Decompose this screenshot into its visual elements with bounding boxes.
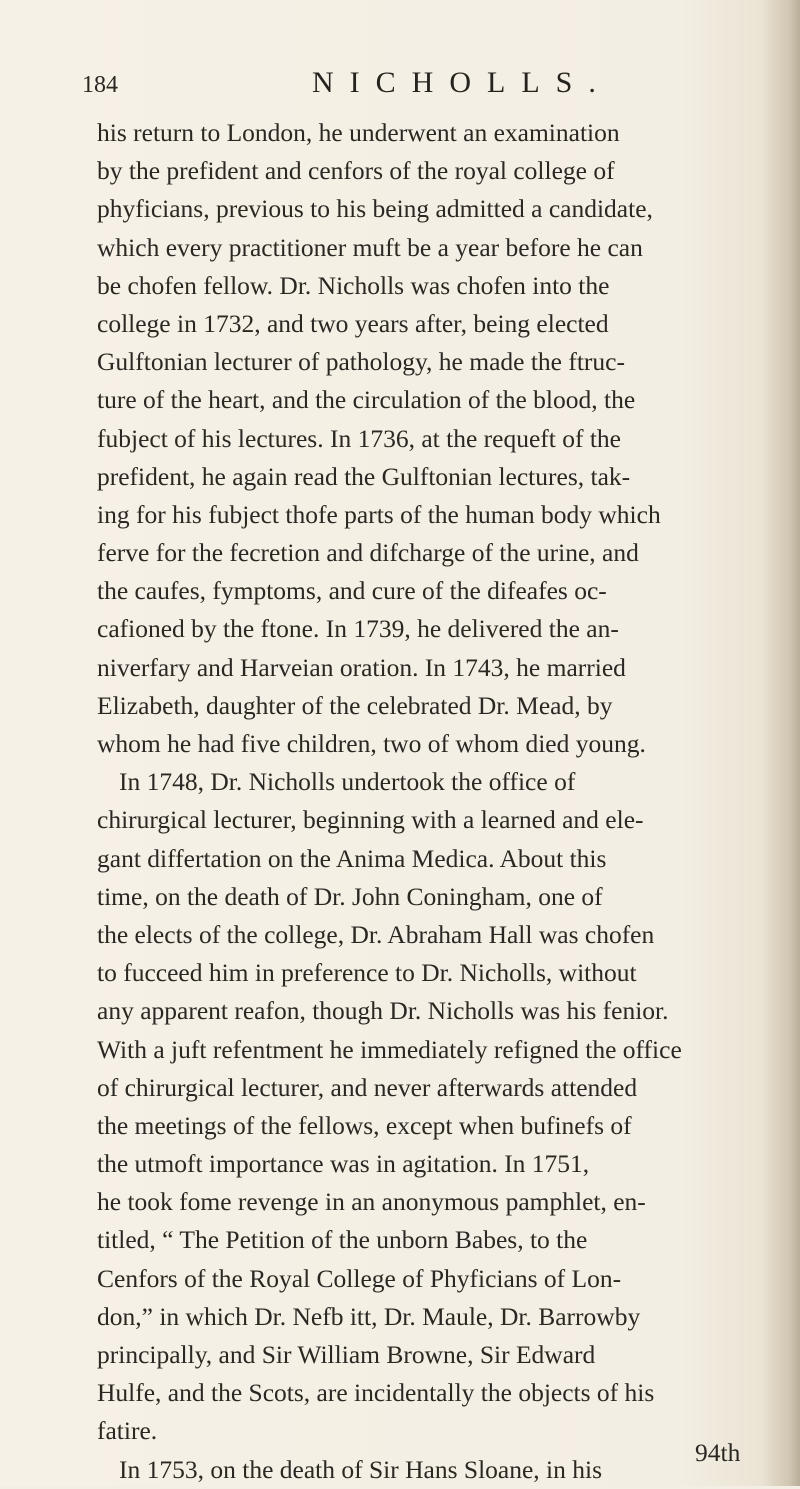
page-number: 184	[82, 72, 118, 98]
text-line: phyficians, previous to his being admitted a candidate,	[97, 194, 653, 224]
catchword: 94th	[695, 1438, 741, 1467]
text-line: ing for his fubject thofe parts of the human body which	[97, 499, 661, 529]
text-line: titled, “ The Petition of the unborn Babes, to the	[97, 1225, 588, 1255]
text-line: gant differtation on the Anima Medica. About this	[97, 843, 607, 873]
text-line: chirurgical lecturer, beginning with a learned and ele-	[97, 805, 644, 835]
text-line: cafioned by the ftone. In 1739, he delivered the an-	[97, 614, 619, 644]
text-line: ture of the heart, and the circulation of the blood, the	[97, 385, 636, 415]
text-line: don,” in which Dr. Nefb itt, Dr. Maule, Dr. Barrowby	[97, 1301, 641, 1331]
paragraph-start-line: In 1748, Dr. Nicholls undertook the office of	[119, 767, 576, 797]
text-line: With a juft refentment he immediately refigned the office	[97, 1034, 682, 1064]
text-line: ferve for the fecretion and difcharge of the urine, and	[97, 538, 639, 568]
text-line: by the prefident and cenfors of the royal college of	[97, 156, 615, 186]
text-line: the utmoft importance was in agitation. In 1751,	[97, 1149, 590, 1179]
text-line: Cenfors of the Royal College of Phyficians of Lon-	[97, 1263, 622, 1293]
text-line: principally, and Sir William Browne, Sir Edward	[97, 1340, 596, 1369]
text-line: prefident, he again read the Gulftonian lectures, tak-	[97, 461, 631, 491]
page-edge-shadow	[762, 0, 800, 1486]
text-line: the meetings of the fellows, except when bufinefs of	[97, 1110, 632, 1140]
text-line: his return to London, he underwent an examination	[97, 118, 620, 147]
text-line: the elects of the college, Dr. Abraham Hall was chofen	[97, 919, 655, 949]
paragraph-start-line: In 1753, on the death of Sir Hans Sloane, in his	[119, 1454, 603, 1484]
text-line: any apparent reafon, though Dr. Nicholls was his fenior.	[97, 996, 669, 1026]
text-line: fubject of his lectures. In 1736, at the requeft of the	[97, 423, 621, 453]
text-line: Gulftonian lecturer of pathology, he made the ftruc-	[97, 347, 625, 377]
running-head: NICHOLLS.	[312, 66, 612, 99]
text-line: niverfary and Harveian oration. In 1743, he married	[97, 652, 626, 682]
body-text	[97, 114, 737, 1489]
text-line: the caufes, fymptoms, and cure of the difeafes oc-	[97, 576, 607, 606]
page-header	[82, 66, 732, 112]
text-line: which every practitioner muft be a year before he can	[97, 232, 643, 262]
text-line: of chirurgical lecturer, and never afterwards attended	[97, 1072, 638, 1102]
text-line: he took fome revenge in an anonymous pamphlet, en-	[97, 1187, 646, 1217]
text-line: Elizabeth, daughter of the celebrated Dr. Mead, by	[97, 690, 613, 720]
text-line: whom he had five children, two of whom died young.	[97, 729, 646, 758]
text-line: be chofen fellow. Dr. Nicholls was chofen into the	[97, 270, 610, 300]
text-line: to fucceed him in preference to Dr. Nicholls, without	[97, 958, 637, 988]
text-line: fatire.	[97, 1416, 158, 1446]
text-line: time, on the death of Dr. John Coningham, one of	[97, 881, 603, 911]
text-line: college in 1732, and two years after, being elected	[97, 308, 609, 338]
text-line: Hulfe, and the Scots, are incidentally the objects of his	[97, 1378, 655, 1408]
